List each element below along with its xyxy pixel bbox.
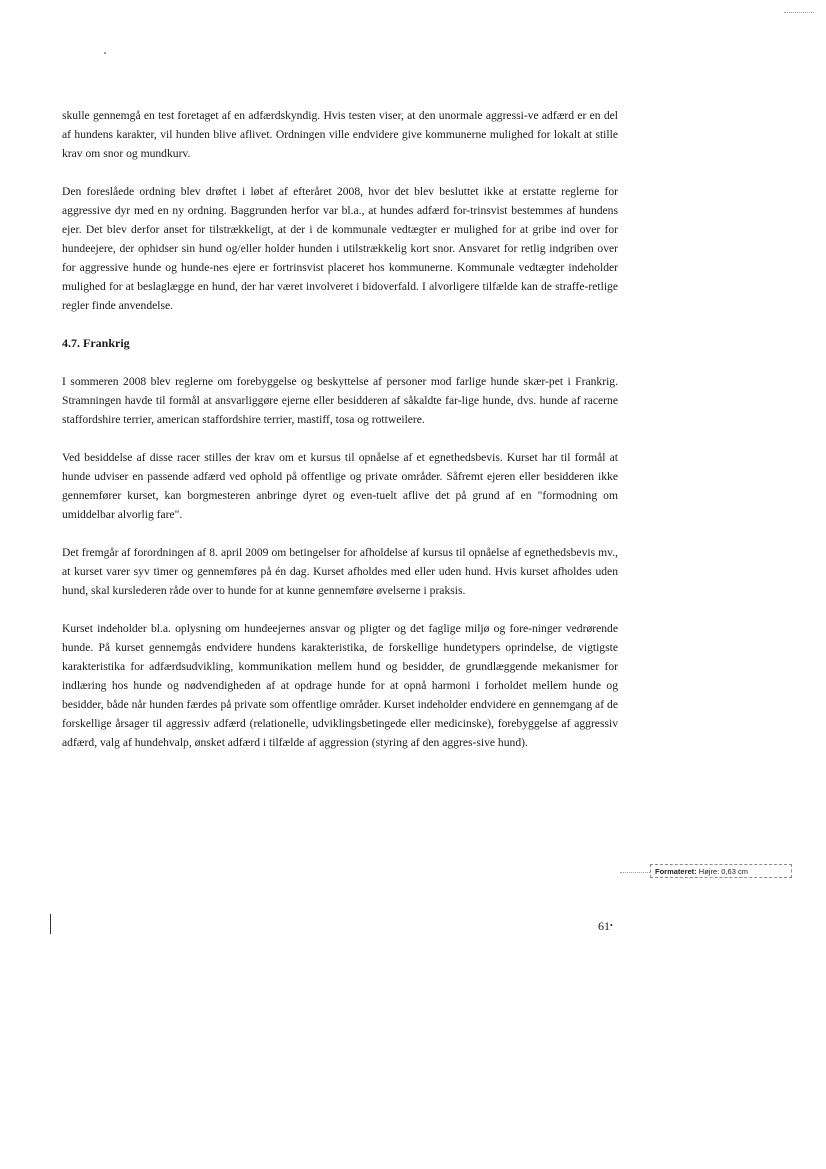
format-annotation-label: Formateret: [655,867,697,876]
paragraph: skulle gennemgå en test foretaget af en adfærdskyndig. Hvis testen viser, at den unormale aggressi-ve adfærd er en del af hundens karakter, vil hunden blive aflivet. Ordningen ville endvidere give kommunerne mulighed for lokalt at stille krav om snor og mundkurv. [62,109,618,160]
comment-connector-line [620,872,650,873]
paragraph-mark-icon: • [610,921,613,930]
corner-dots [784,12,814,17]
page-number-value: 61 [598,919,610,933]
page-number [598,919,613,934]
body-text [62,106,618,771]
paragraph: Ved besiddelse af disse racer stilles der krav om et kursus til opnåelse af et egnethedsbevis. Kurset har til formål at hunde udviser en passende adfærd ved ophold på offentlige og private områder. Såfremt ejeren eller besidderen ikke gennemfører kurset, kan borgmesteren anbringe dyret og even-tuelt aflive det på grund af en "formodning om umiddelbar alvorlig fare". [62,451,618,521]
paragraph: Den foreslåede ordning blev drøftet i løbet af efteråret 2008, hvor det blev besluttet ikke at erstatte reglerne for aggressive dyr med en ny ordning. Baggrunden herfor var bl.a., at hundes adfærd for-trinsvist bestemmes af hundens ejer. Det blev derfor anset for tilstrækkeligt, at der i de kommunale vedtægter er mulighed for at gribe ind over for hundeejere, der ophidser sin hund og/eller holder hunden i utilstrækkelig kort snor. Ansvaret for retlig indgriben over for aggressive hunde og hunde-nes ejere er fortrinsvist placeret hos kommunerne. Kommunale vedtægter indeholder mulighed for at beslaglægge en hund, der har været involveret i bidoverfald. I alvorligere tilfælde kan de straffe-retlige regler finde anvendelse. [62,185,618,312]
paragraph: Det fremgår af forordningen af 8. april 2009 om betingelser for afholdelse af kursus til opnåelse af egnethedsbevis mv., at kurset varer syv timer og gennemføres på én dag. Kurset afholdes med eller uden hund. Hvis kurset afholdes uden hund, skal kurslederen råde over to hunde for at kunne gennemføre øvelserne i praksis. [62,546,618,597]
section-heading: 4.7. Frankrig [62,336,130,350]
paragraph: I sommeren 2008 blev reglerne om forebyggelse og beskyttelse af personer mod farlige hunde skær-pet i Frankrig. Stramningen havde til formål at ansvarliggøre ejerne eller besidderen af såkaldte far-lige hunde, dvs. hunde af racerne staffordshire terrier, american staffordshire terrier, mastiff, tosa og rottweilere. [62,375,618,426]
scan-speck [104,52,106,54]
change-bar [50,914,51,934]
format-annotation-balloon[interactable] [650,864,792,878]
format-annotation-value: Højre: 0,63 cm [698,867,748,876]
paragraph: Kurset indeholder bl.a. oplysning om hundeejernes ansvar og pligter og det faglige miljø og fore-ninger vedrørende hunde. På kurset gennemgås endvidere hundens karakteristika, de forskellige hundetypers oprindelse, de vigtigste karakteristika for adfærdsudvikling, kommunikation mellem hund og besidder, de grundlæggende mekanismer for indlæring hos hunde og nødvendigheden af at opdrage hunde for at opnå harmoni i forholdet mellem hunde og besidder, både når hunden færdes på private som offentlige områder. Kurset indeholder endvidere en gennemgang af de forskellige årsager til aggressiv adfærd (relationelle, udviklingsbetingede eller medicinske), forebyggelse af aggressiv adfærd, valg af hundehvalp, ønsket adfærd i tilfælde af aggression (styring af den aggres-sive hund). [62,622,618,749]
